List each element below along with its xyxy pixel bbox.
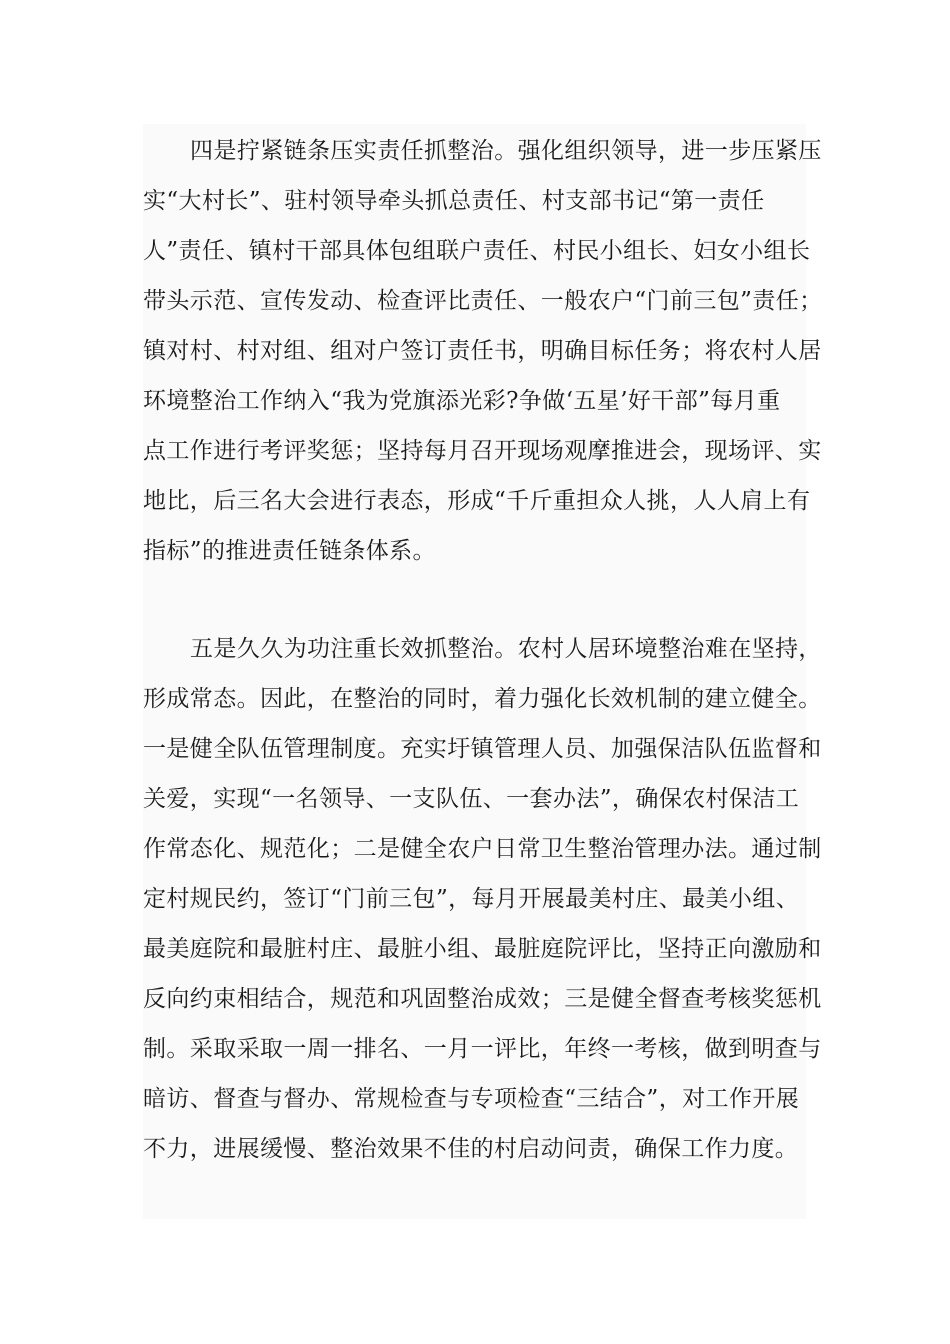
text-line: 制。采取采取一周一排名、一月一评比，年终一考核，做到明查与 (143, 1036, 822, 1062)
paragraph-five (143, 624, 822, 1174)
text-line: 一是健全队伍管理制度。充实圩镇管理人员、加强保洁队伍监督和 (143, 736, 822, 762)
paragraph-four (143, 126, 823, 576)
text-line: 形成常态。因此，在整治的同时，着力强化长效机制的建立健全。 (143, 686, 822, 712)
text-line: 人”责任、镇村干部具体包组联户责任、村民小组长、妇女小组长 (143, 238, 811, 264)
text-line: 带头示范、宣传发动、检查评比责任、一般农户“门前三包”责任； (143, 288, 823, 314)
text-line: 指标”的推进责任链条体系。 (143, 538, 436, 564)
text-line: 反向约束相结合，规范和巩固整治成效；三是健全督查考核奖惩机 (143, 986, 822, 1012)
text-line: 镇对村、村对组、组对户签订责任书，明确目标任务；将农村人居 (143, 338, 822, 364)
text-line: 关爱，实现“一名领导、一支队伍、一套办法”，确保农村保洁工 (143, 786, 800, 812)
text-line: 地比，后三名大会进行表态，形成“千斤重担众人挑，人人肩上有 (143, 488, 811, 514)
text-line: 暗访、督查与督办、常规检查与专项检查“三结合”，对工作开展 (143, 1086, 800, 1112)
text-line: 作常态化、规范化；二是健全农户日常卫生整治管理办法。通过制 (143, 836, 822, 862)
text-line: 五是久久为功注重长效抓整治。农村人居环境整治难在坚持， (190, 636, 822, 662)
text-line: 四是拧紧链条压实责任抓整治。强化组织领导，进一步压紧压 (190, 138, 822, 164)
text-line: 不力，进展缓慢、整治效果不佳的村启动问责，确保工作力度。 (143, 1136, 799, 1162)
text-line: 定村规民约，签订“门前三包”，每月开展最美村庄、最美小组、 (143, 886, 800, 912)
text-line: 实“大村长”、驻村领导牵头抓总责任、村支部书记“第一责任 (143, 188, 765, 214)
text-line: 最美庭院和最脏村庄、最脏小组、最脏庭院评比，坚持正向激励和 (143, 936, 822, 962)
text-line: 环境整治工作纳入“我为党旗添光彩?争做‘五星’好干部”每月重 (143, 388, 781, 414)
text-line: 点工作进行考评奖惩；坚持每月召开现场观摩推进会，现场评、实 (143, 438, 822, 464)
